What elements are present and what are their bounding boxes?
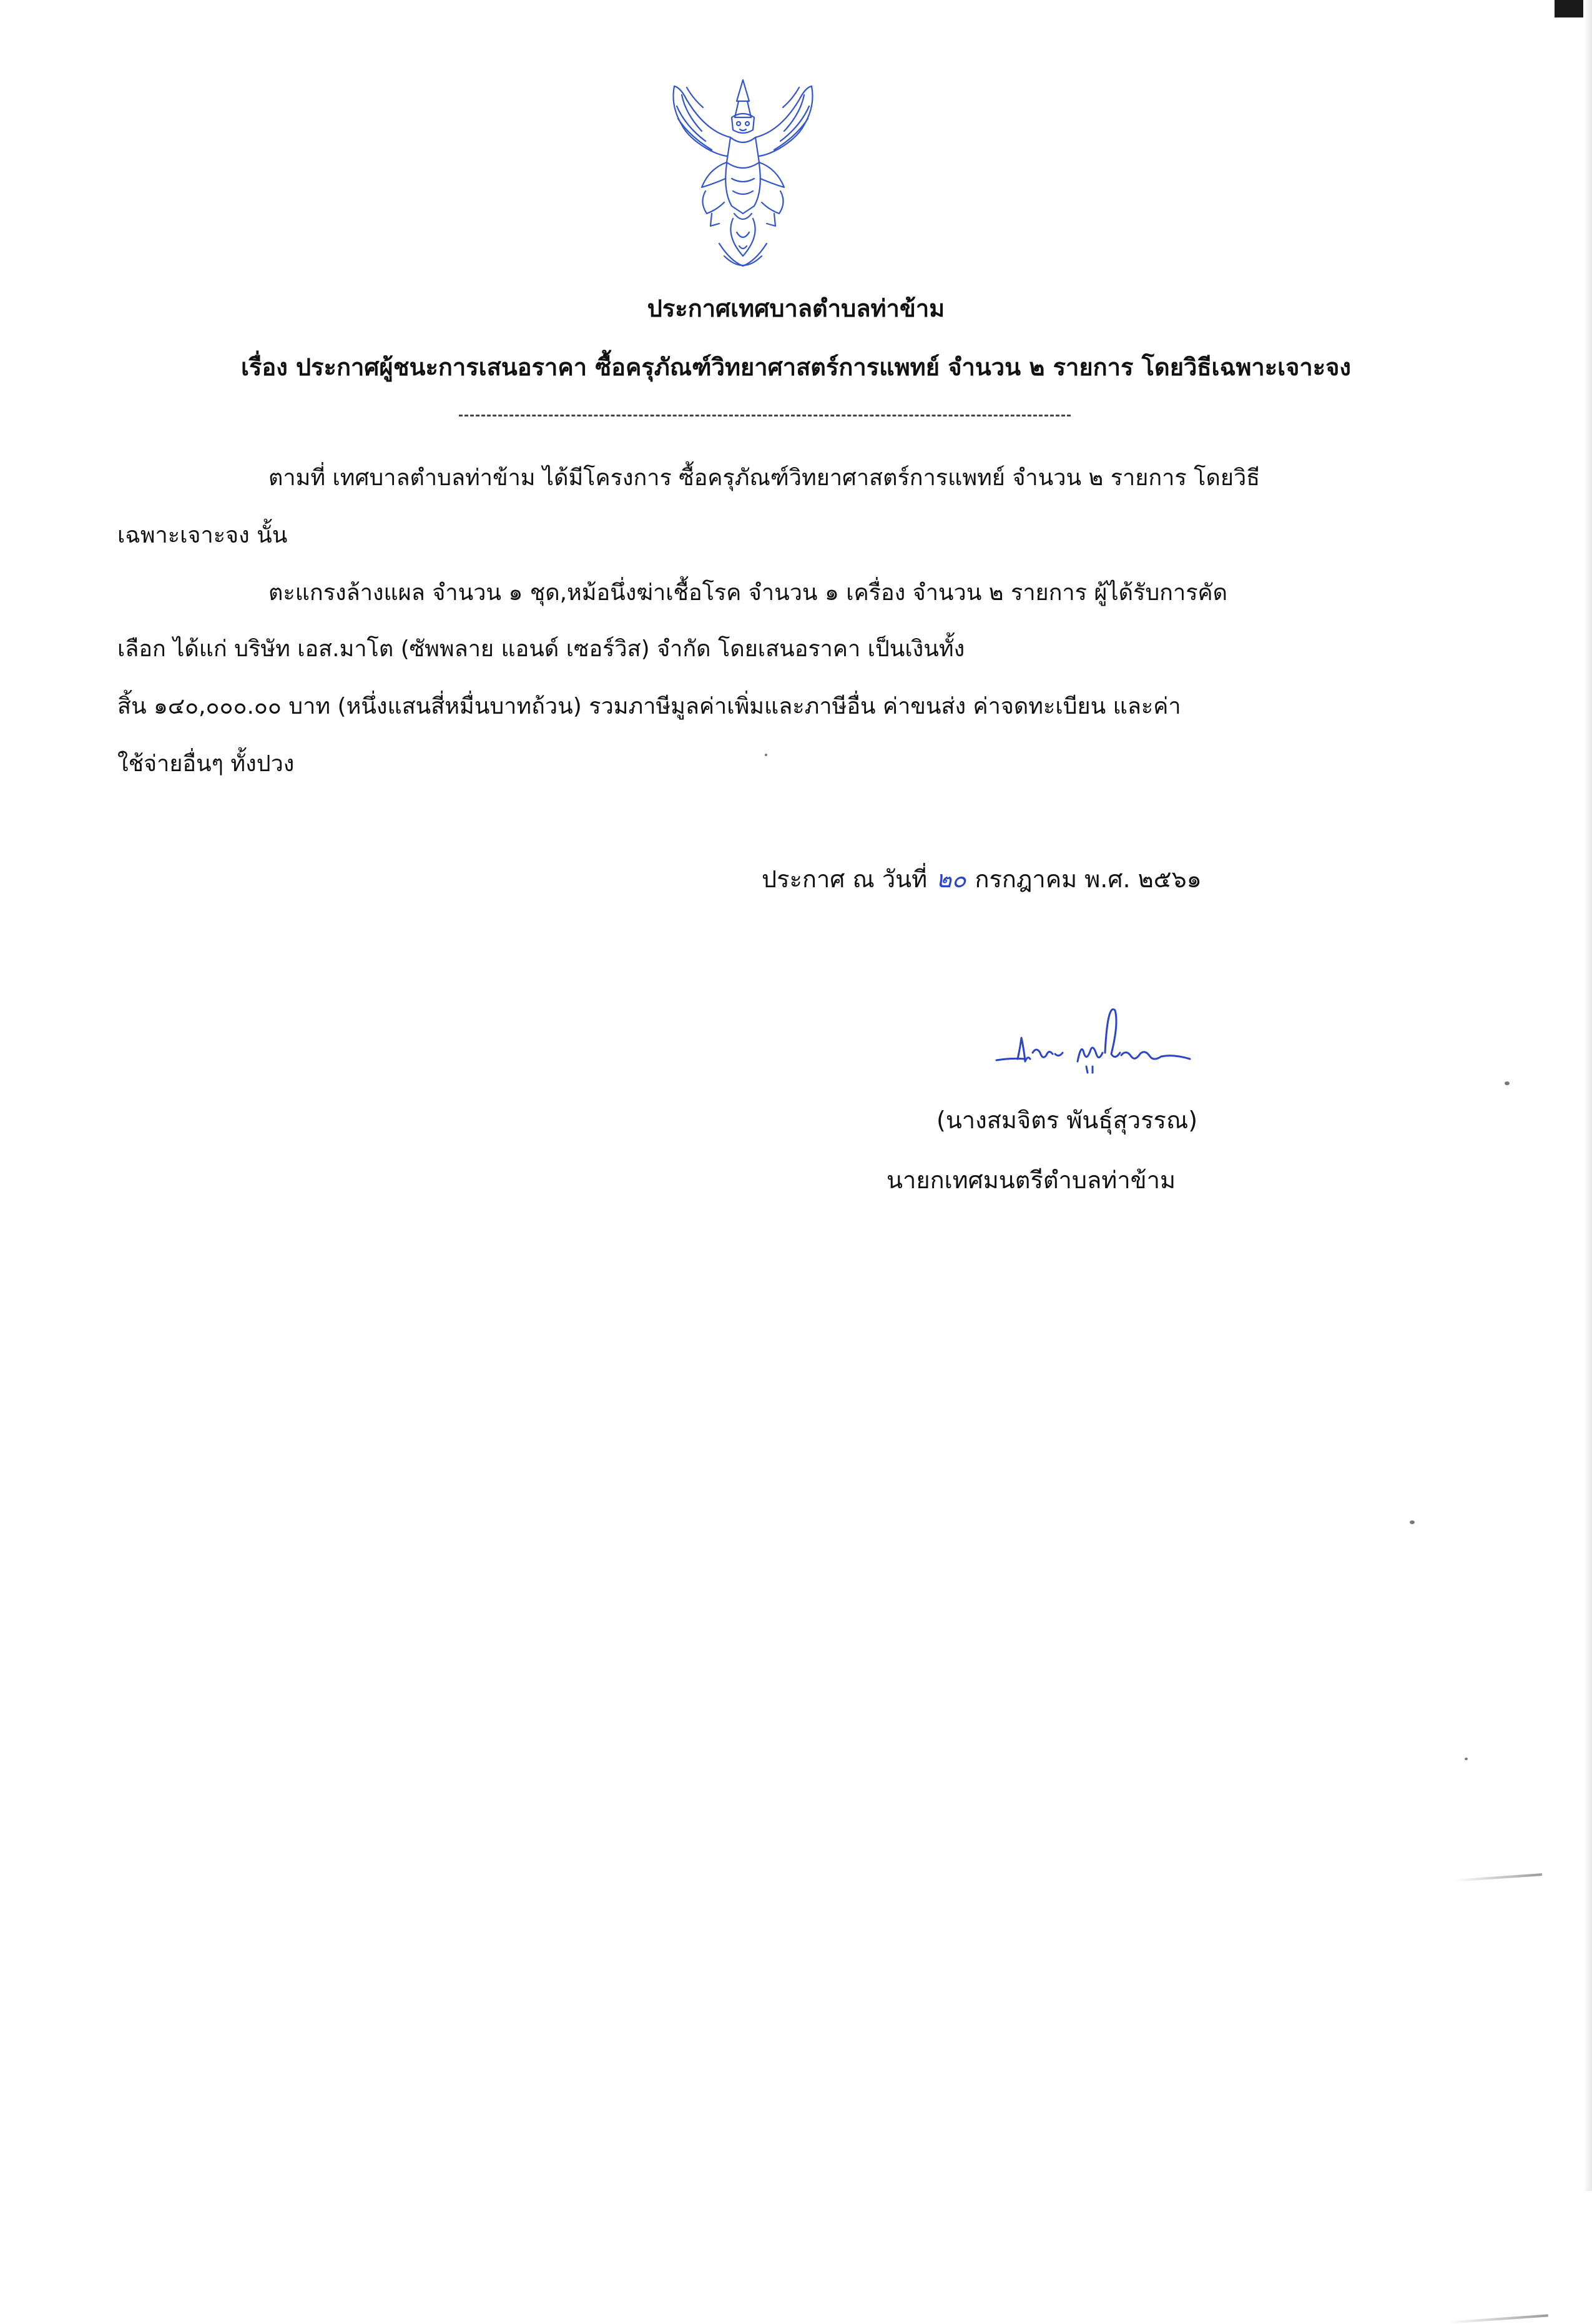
paragraph-1-line-2: เฉพาะเจาะจง นั้น [117, 518, 287, 553]
scan-speck [765, 754, 767, 756]
signatory-name: (นางสมจิตร พันธุ์สุวรรณ) [936, 1103, 1197, 1138]
garuda-emblem-icon [649, 69, 837, 281]
announcement-subject: เรื่อง ประกาศผู้ชนะการเสนอราคา ซื้อครุภัณฑ์วิทยาศาสตร์การแพทย์ จำนวน ๒ รายการ โดยวิธีเฉพาะเจาะจง [0, 350, 1592, 385]
scan-speck [1505, 1081, 1510, 1085]
paragraph-2-line-3: สิ้น ๑๔๐,๐๐๐.๐๐ บาท (หนึ่งแสนสี่หมื่นบาทถ้วน) รวมภาษีมูลค่าเพิ่มและภาษีอื่น ค่าขนส่ง ค่าจดทะเบียน และค่า [117, 689, 1181, 724]
scan-streak [1455, 1873, 1542, 1882]
announcement-title: ประกาศเทศบาลตำบลท่าข้าม [0, 291, 1592, 326]
scan-speck [1465, 1758, 1468, 1760]
date-month-year: กรกฎาคม พ.ศ. ๒๕๖๑ [975, 865, 1201, 893]
date-day-handwritten: ๒๐ [927, 865, 975, 893]
scan-streak [1448, 2314, 1548, 2323]
paragraph-2-line-4: ใช้จ่ายอื่นๆ ทั้งปวง [117, 747, 294, 782]
scan-shadow-artifact [1583, 0, 1592, 2191]
paragraph-2-line-2: เลือก ได้แก่ บริษัท เอส.มาโต (ซัพพลาย แอนด์ เซอร์วิส) จำกัด โดยเสนอราคา เป็นเงินทั้ง [117, 632, 965, 667]
handwritten-signature [993, 999, 1199, 1080]
announcement-date [762, 862, 1202, 897]
dashed-divider [459, 415, 1071, 416]
date-prefix: ประกาศ ณ วันที่ [762, 865, 927, 893]
paragraph-2-line-1: ตะแกรงล้างแผล จำนวน ๑ ชุด,หม้อนึ่งฆ่าเชื้อโรค จำนวน ๑ เครื่อง จำนวน ๒ รายการ ผู้ได้รับการคัด [268, 576, 1227, 611]
scan-speck [1410, 1520, 1415, 1524]
paragraph-1-line-1: ตามที่ เทศบาลตำบลท่าข้าม ได้มีโครงการ ซื้อครุภัณฑ์วิทยาศาสตร์การแพทย์ จำนวน ๒ รายการ โดยวิธี [268, 461, 1260, 496]
signatory-position: นายกเทศมนตรีตำบลท่าข้าม [887, 1163, 1176, 1198]
